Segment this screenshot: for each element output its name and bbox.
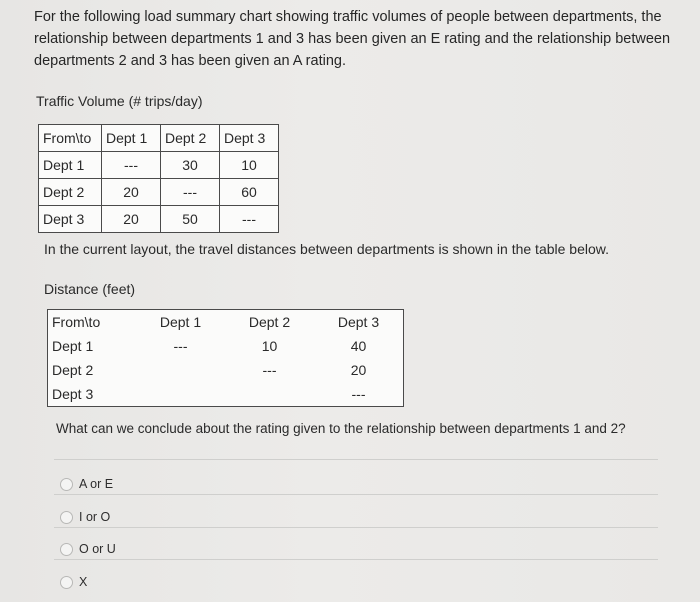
table-header-cell: Dept 1: [136, 310, 225, 335]
table-cell: [136, 382, 225, 407]
table-row: [48, 358, 404, 382]
traffic-table-title: Traffic Volume (# trips/day): [36, 93, 203, 109]
option-label: A or E: [79, 477, 114, 491]
table-cell: ---: [314, 382, 404, 407]
table-cell: 20: [314, 358, 404, 382]
table-header-cell: Dept 3: [220, 125, 279, 152]
option-label: I or O: [79, 510, 111, 524]
divider: [54, 494, 658, 495]
radio-button[interactable]: [60, 511, 73, 524]
table-header-cell: From\to: [48, 310, 137, 335]
radio-button[interactable]: [60, 478, 73, 491]
table-row: [48, 382, 404, 407]
distance-intro: In the current layout, the travel distances between departments is shown in the table below.: [44, 241, 609, 257]
radio-button[interactable]: [60, 576, 73, 589]
radio-button[interactable]: [60, 543, 73, 556]
table-cell: ---: [220, 206, 279, 233]
option-a-or-e[interactable]: [60, 477, 113, 491]
table-header-cell: Dept 2: [161, 125, 220, 152]
option-i-or-o[interactable]: [60, 510, 110, 524]
table-row: [39, 179, 279, 206]
table-cell: 50: [161, 206, 220, 233]
table-cell: 10: [220, 152, 279, 179]
table-row: [39, 152, 279, 179]
table-row-label: Dept 3: [39, 206, 102, 233]
question-text: What can we conclude about the rating given to the relationship between departments 1 and 2?: [56, 421, 626, 436]
table-cell: 10: [225, 334, 314, 358]
table-row-label: Dept 2: [39, 179, 102, 206]
table-cell: 60: [220, 179, 279, 206]
table-cell: ---: [225, 358, 314, 382]
table-cell: 40: [314, 334, 404, 358]
distance-table: [47, 309, 404, 407]
table-header-cell: Dept 3: [314, 310, 404, 335]
table-cell: 20: [102, 179, 161, 206]
option-x[interactable]: [60, 575, 87, 589]
table-row: [39, 206, 279, 233]
traffic-volume-table: [38, 124, 279, 233]
table-header-cell: Dept 2: [225, 310, 314, 335]
divider: [54, 527, 658, 528]
table-cell: ---: [136, 334, 225, 358]
table-cell: 30: [161, 152, 220, 179]
table-row-label: Dept 1: [39, 152, 102, 179]
distance-table-title: Distance (feet): [44, 281, 136, 297]
table-cell: [225, 382, 314, 407]
table-cell: ---: [102, 152, 161, 179]
table-row: [39, 125, 279, 152]
table-row: [48, 310, 404, 335]
option-label: O or U: [79, 542, 116, 556]
table-row-label: Dept 2: [48, 358, 137, 382]
intro-paragraph: For the following load summary chart showing traffic volumes of people between departments, the relationship between departments 1 and 3 has been given an E rating and the relationship between departments 2 and 3 has been given an A rating.: [34, 9, 671, 69]
table-cell: 20: [102, 206, 161, 233]
table-row-label: Dept 1: [48, 334, 137, 358]
table-row-label: Dept 3: [48, 382, 137, 407]
divider: [54, 459, 658, 460]
table-cell: [136, 358, 225, 382]
option-label: X: [79, 575, 88, 589]
table-header-cell: From\to: [39, 125, 102, 152]
table-row: [48, 334, 404, 358]
option-o-or-u[interactable]: [60, 542, 116, 556]
divider: [54, 559, 658, 560]
table-header-cell: Dept 1: [102, 125, 161, 152]
table-cell: ---: [161, 179, 220, 206]
